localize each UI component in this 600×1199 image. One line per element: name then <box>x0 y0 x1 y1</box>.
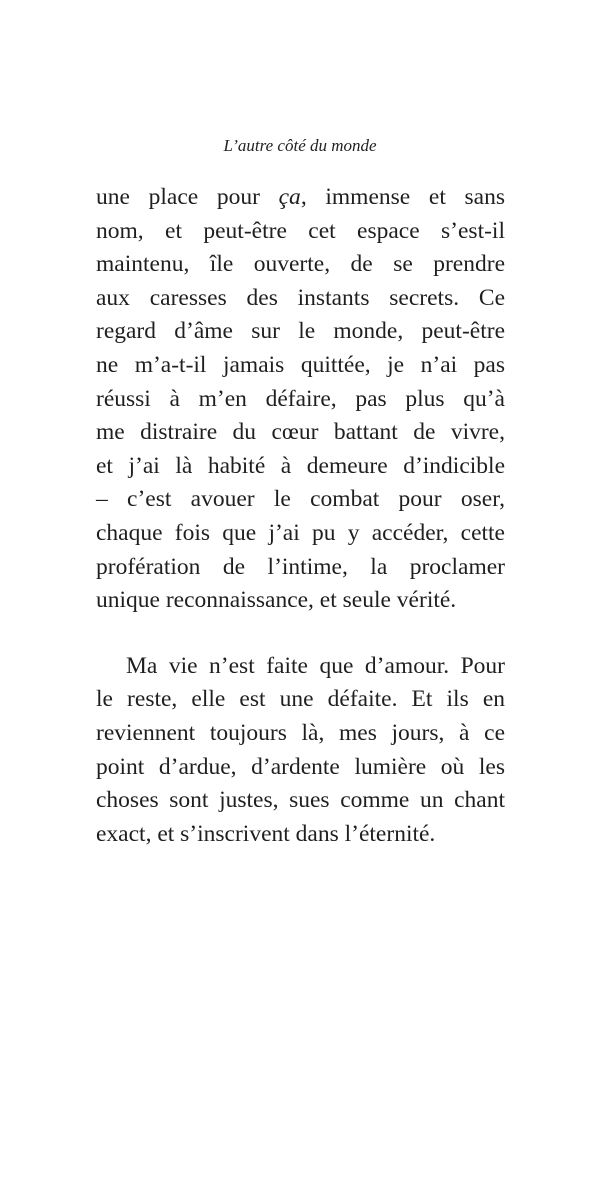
paragraph-2-line-2: le reste, elle est une défaite. Et ils en <box>96 686 505 713</box>
running-head: L’autre côté du monde <box>223 136 377 155</box>
paragraph-1-line-9: et j’ai là habité à demeure d’indicible <box>96 452 505 479</box>
paragraph-2-line-3: reviennent toujours là, mes jours, à ce <box>96 719 505 746</box>
paragraph-1-line-4: aux caresses des instants secrets. Ce <box>96 284 505 311</box>
body-text <box>96 181 505 851</box>
paragraph-1-line-12: profération de l’intime, la proclamer <box>96 553 505 580</box>
paragraph-1-line-10: – c’est avouer le combat pour oser, <box>96 486 505 513</box>
paragraph-1-line-3: maintenu, île ouverte, de se prendre <box>96 251 505 278</box>
paragraph-gap <box>96 618 505 650</box>
paragraph-1-line-7: réussi à m’en défaire, pas plus qu’à <box>96 385 505 412</box>
paragraph-1-line-5: regard d’âme sur le monde, peut-être <box>96 318 505 345</box>
paragraph-1-line-1: une place pour ça, immense et sans <box>96 184 506 210</box>
paragraph-2-line-6: exact, et s’inscrivent dans l’éternité. <box>96 820 436 847</box>
italic-emphasis: ça <box>278 184 301 210</box>
paragraph-1-line-2: nom, et peut-être cet espace s’est-il <box>96 217 505 244</box>
paragraph-2-line-1: Ma vie n’est faite que d’amour. Pour <box>126 652 505 679</box>
paragraph-1-line-8: me distraire du cœur battant de vivre, <box>96 419 505 446</box>
paragraph-1-line-11: chaque fois que j’ai pu y accéder, cette <box>96 519 505 546</box>
paragraph-1-line-6: ne m’a-t-il jamais quittée, je n’ai pas <box>96 351 505 378</box>
paragraph-1-line-13: unique reconnaissance, et seule vérité. <box>96 587 457 614</box>
paragraph-2-line-5: choses sont justes, sues comme un chant <box>96 787 505 814</box>
paragraph-2-line-4: point d’ardue, d’ardente lumière où les <box>96 753 505 780</box>
